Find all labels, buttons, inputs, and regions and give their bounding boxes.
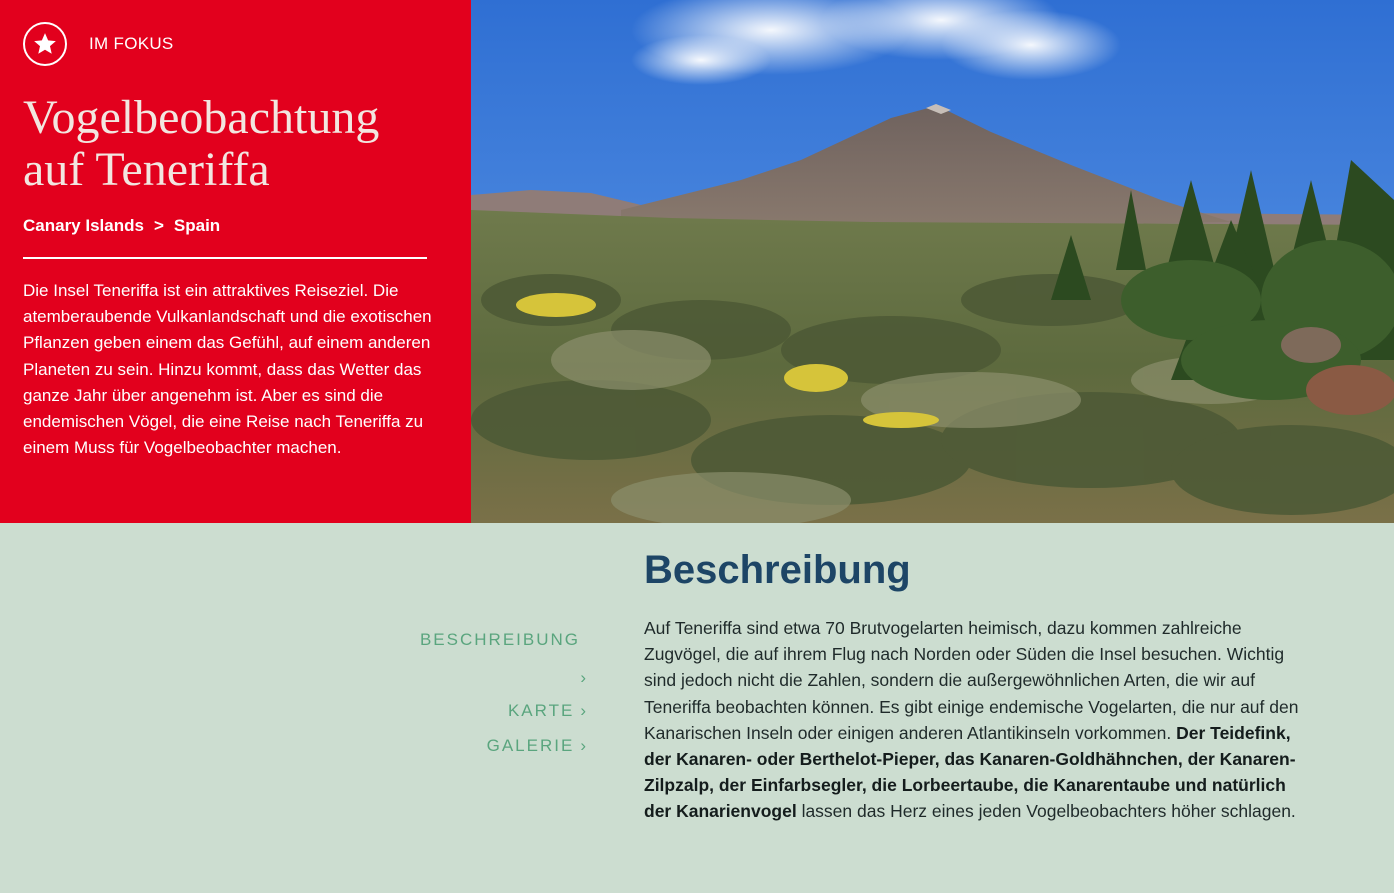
description-part-2: lassen das Herz eines jeden Vogelbeobachters höher schlagen. (796, 801, 1296, 822)
chevron-right-icon: › (580, 701, 586, 720)
nav-karte[interactable] (508, 701, 586, 721)
section-heading: Beschreibung (644, 548, 911, 592)
nav-label: BESCHREIBUNG (419, 630, 580, 649)
description-text (644, 615, 1304, 825)
breadcrumb-item-canary-islands[interactable]: Canary Islands (23, 216, 144, 235)
hero-photo-teide (471, 0, 1394, 523)
intro-text: Die Insel Teneriffa ist ein attraktives Reiseziel. Die atemberaubende Vulkanlandschaft und die exotischen Pflanzen geben einem das Gefühl, auf einem anderen Planeten zu sein. Hinzu kommt, dass das Wetter das ganze Jahr über angenehm ist. Aber es sind die endemischen Vögel, die eine Reise nach Teneriffa zu einem Muss für Vogelbeobachter machen. (23, 281, 432, 458)
focus-row (23, 22, 174, 66)
nav-galerie[interactable] (487, 736, 586, 756)
chevron-right-icon: › (580, 668, 586, 687)
nav-label: KARTE (507, 701, 575, 720)
description-part-1: Auf Teneriffa sind etwa 70 Brutvogelarten heimisch, dazu kommen zahlreiche Zugvögel, die auf ihrem Flug nach Norden oder Süden die Insel besuchen. Wichtig sind jedoch nicht die Zahlen, sondern die außergewöhnlichen Arten, die wir auf Teneriffa beobachten können. Es gibt einige endemische Vogelarten, die nur auf den Kanarischen Inseln oder einigen anderen Atlantikinseln vorkommen. (644, 618, 1299, 743)
chevron-right-icon: › (580, 736, 586, 755)
breadcrumb (23, 216, 220, 236)
divider (23, 257, 427, 259)
focus-label: IM FOKUS (89, 34, 174, 53)
nav-label: GALERIE (486, 736, 575, 755)
page-title (23, 92, 453, 196)
breadcrumb-item-spain[interactable]: Spain (173, 216, 221, 235)
nav-beschreibung[interactable] (420, 630, 580, 650)
title-line-1: Vogelbeobachtung (23, 91, 380, 144)
description-bird-list: Der Teidefink, der Kanaren- oder Berthelot-Pieper, das Kanaren-Goldhähnchen, der Kanaren-Zilpzalp, der Einfarbsegler, die Lorbeertaube, die Kanarentaube und natürlich der Kanarienvogel (644, 722, 1296, 822)
breadcrumb-separator: > (153, 216, 164, 235)
hero-info-panel (0, 0, 471, 523)
star-icon (23, 22, 67, 66)
title-line-2: auf Teneriffa (23, 143, 270, 196)
